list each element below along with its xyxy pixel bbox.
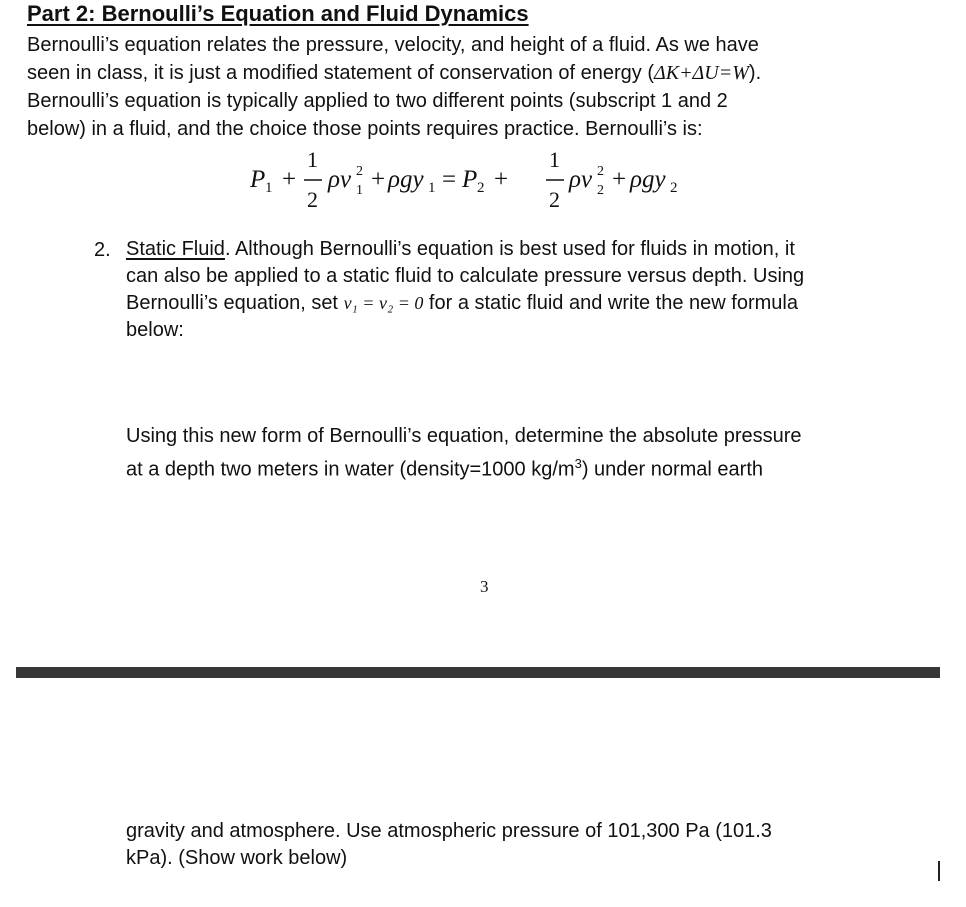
page-number: 3 bbox=[480, 577, 489, 596]
bernoulli-equation bbox=[244, 145, 714, 215]
question-text: for a static fluid and write the new formula bbox=[423, 292, 798, 314]
intro-text: ). bbox=[748, 62, 762, 84]
section-heading: Part 2: Bernoulli’s Equation and Fluid Dynamics bbox=[27, 1, 529, 26]
question-line: Using this new form of Bernoulli’s equation, determine the absolute pressure bbox=[126, 425, 802, 447]
eq-rho-v: ρv bbox=[569, 166, 593, 193]
page-break-divider bbox=[16, 667, 940, 678]
energy-formula: ΔK+ΔU=W bbox=[653, 62, 749, 84]
question-line bbox=[126, 290, 926, 317]
eq-sub: 1 bbox=[428, 180, 436, 196]
question-number: 2. bbox=[94, 239, 111, 261]
eq-sub: 2 bbox=[670, 180, 678, 196]
question-text: ) under normal earth bbox=[581, 458, 764, 481]
question-line: can also be applied to a static fluid to calculate pressure versus depth. Using bbox=[126, 265, 805, 287]
eq-frac-num: 1 bbox=[549, 147, 560, 172]
eq-plus: + bbox=[371, 166, 386, 193]
intro-text: seen in class, it is just a modified statement of conservation of energy ( bbox=[27, 62, 654, 84]
intro-line bbox=[27, 59, 957, 87]
question-title: Static Fluid bbox=[126, 238, 225, 260]
eq-frac-num: 1 bbox=[307, 147, 318, 172]
question-text: . Although Bernoulli’s equation is best used for fluids in motion, it bbox=[224, 238, 795, 260]
question-text: at a depth two meters in water (density=1000 kg/m bbox=[126, 458, 575, 481]
question-line: below: bbox=[126, 319, 184, 341]
eq-plus: + bbox=[612, 166, 627, 193]
velocity-formula: v₁ = v₂ = 0 bbox=[343, 293, 424, 313]
question-line: kPa). (Show work below) bbox=[126, 847, 348, 869]
eq-p2: P bbox=[462, 166, 478, 193]
intro-line: Bernoulli’s equation relates the pressure, velocity, and height of a fluid. As we have bbox=[27, 34, 759, 56]
question-2-continued bbox=[126, 818, 926, 872]
superscript: 3 bbox=[574, 456, 582, 471]
eq-sq: 2 bbox=[356, 164, 363, 179]
eq-sub: 2 bbox=[597, 183, 604, 198]
eq-sub: 2 bbox=[477, 180, 485, 196]
intro-line: Bernoulli’s equation is typically applied to two different points (subscript 1 and 2 bbox=[27, 90, 728, 112]
eq-frac-den: 2 bbox=[549, 187, 560, 212]
eq-plus: + bbox=[494, 166, 509, 193]
text-cursor bbox=[938, 861, 940, 881]
eq-sub: 1 bbox=[356, 183, 363, 198]
eq-rho-g-y: ρgy bbox=[630, 166, 666, 193]
question-line: gravity and atmosphere. Use atmospheric pressure of 101,300 Pa (101.3 bbox=[126, 820, 772, 842]
question-line bbox=[126, 236, 926, 263]
intro-line: below) in a fluid, and the choice those points requires practice. Bernoulli’s is: bbox=[27, 118, 703, 140]
question-2-text bbox=[126, 236, 926, 344]
eq-p1: P bbox=[250, 166, 266, 193]
eq-sq: 2 bbox=[597, 164, 604, 179]
question-line bbox=[126, 450, 926, 484]
eq-plus: + bbox=[282, 166, 297, 193]
eq-equals: = bbox=[442, 166, 457, 193]
intro-paragraph bbox=[27, 31, 957, 143]
question-2-part-b bbox=[126, 423, 926, 484]
eq-sub: 1 bbox=[265, 180, 273, 196]
question-text: Bernoulli’s equation, set bbox=[126, 292, 344, 314]
eq-frac-den: 2 bbox=[307, 187, 318, 212]
eq-rho-g-y: ρgy bbox=[388, 166, 424, 193]
eq-rho-v: ρv bbox=[328, 166, 352, 193]
